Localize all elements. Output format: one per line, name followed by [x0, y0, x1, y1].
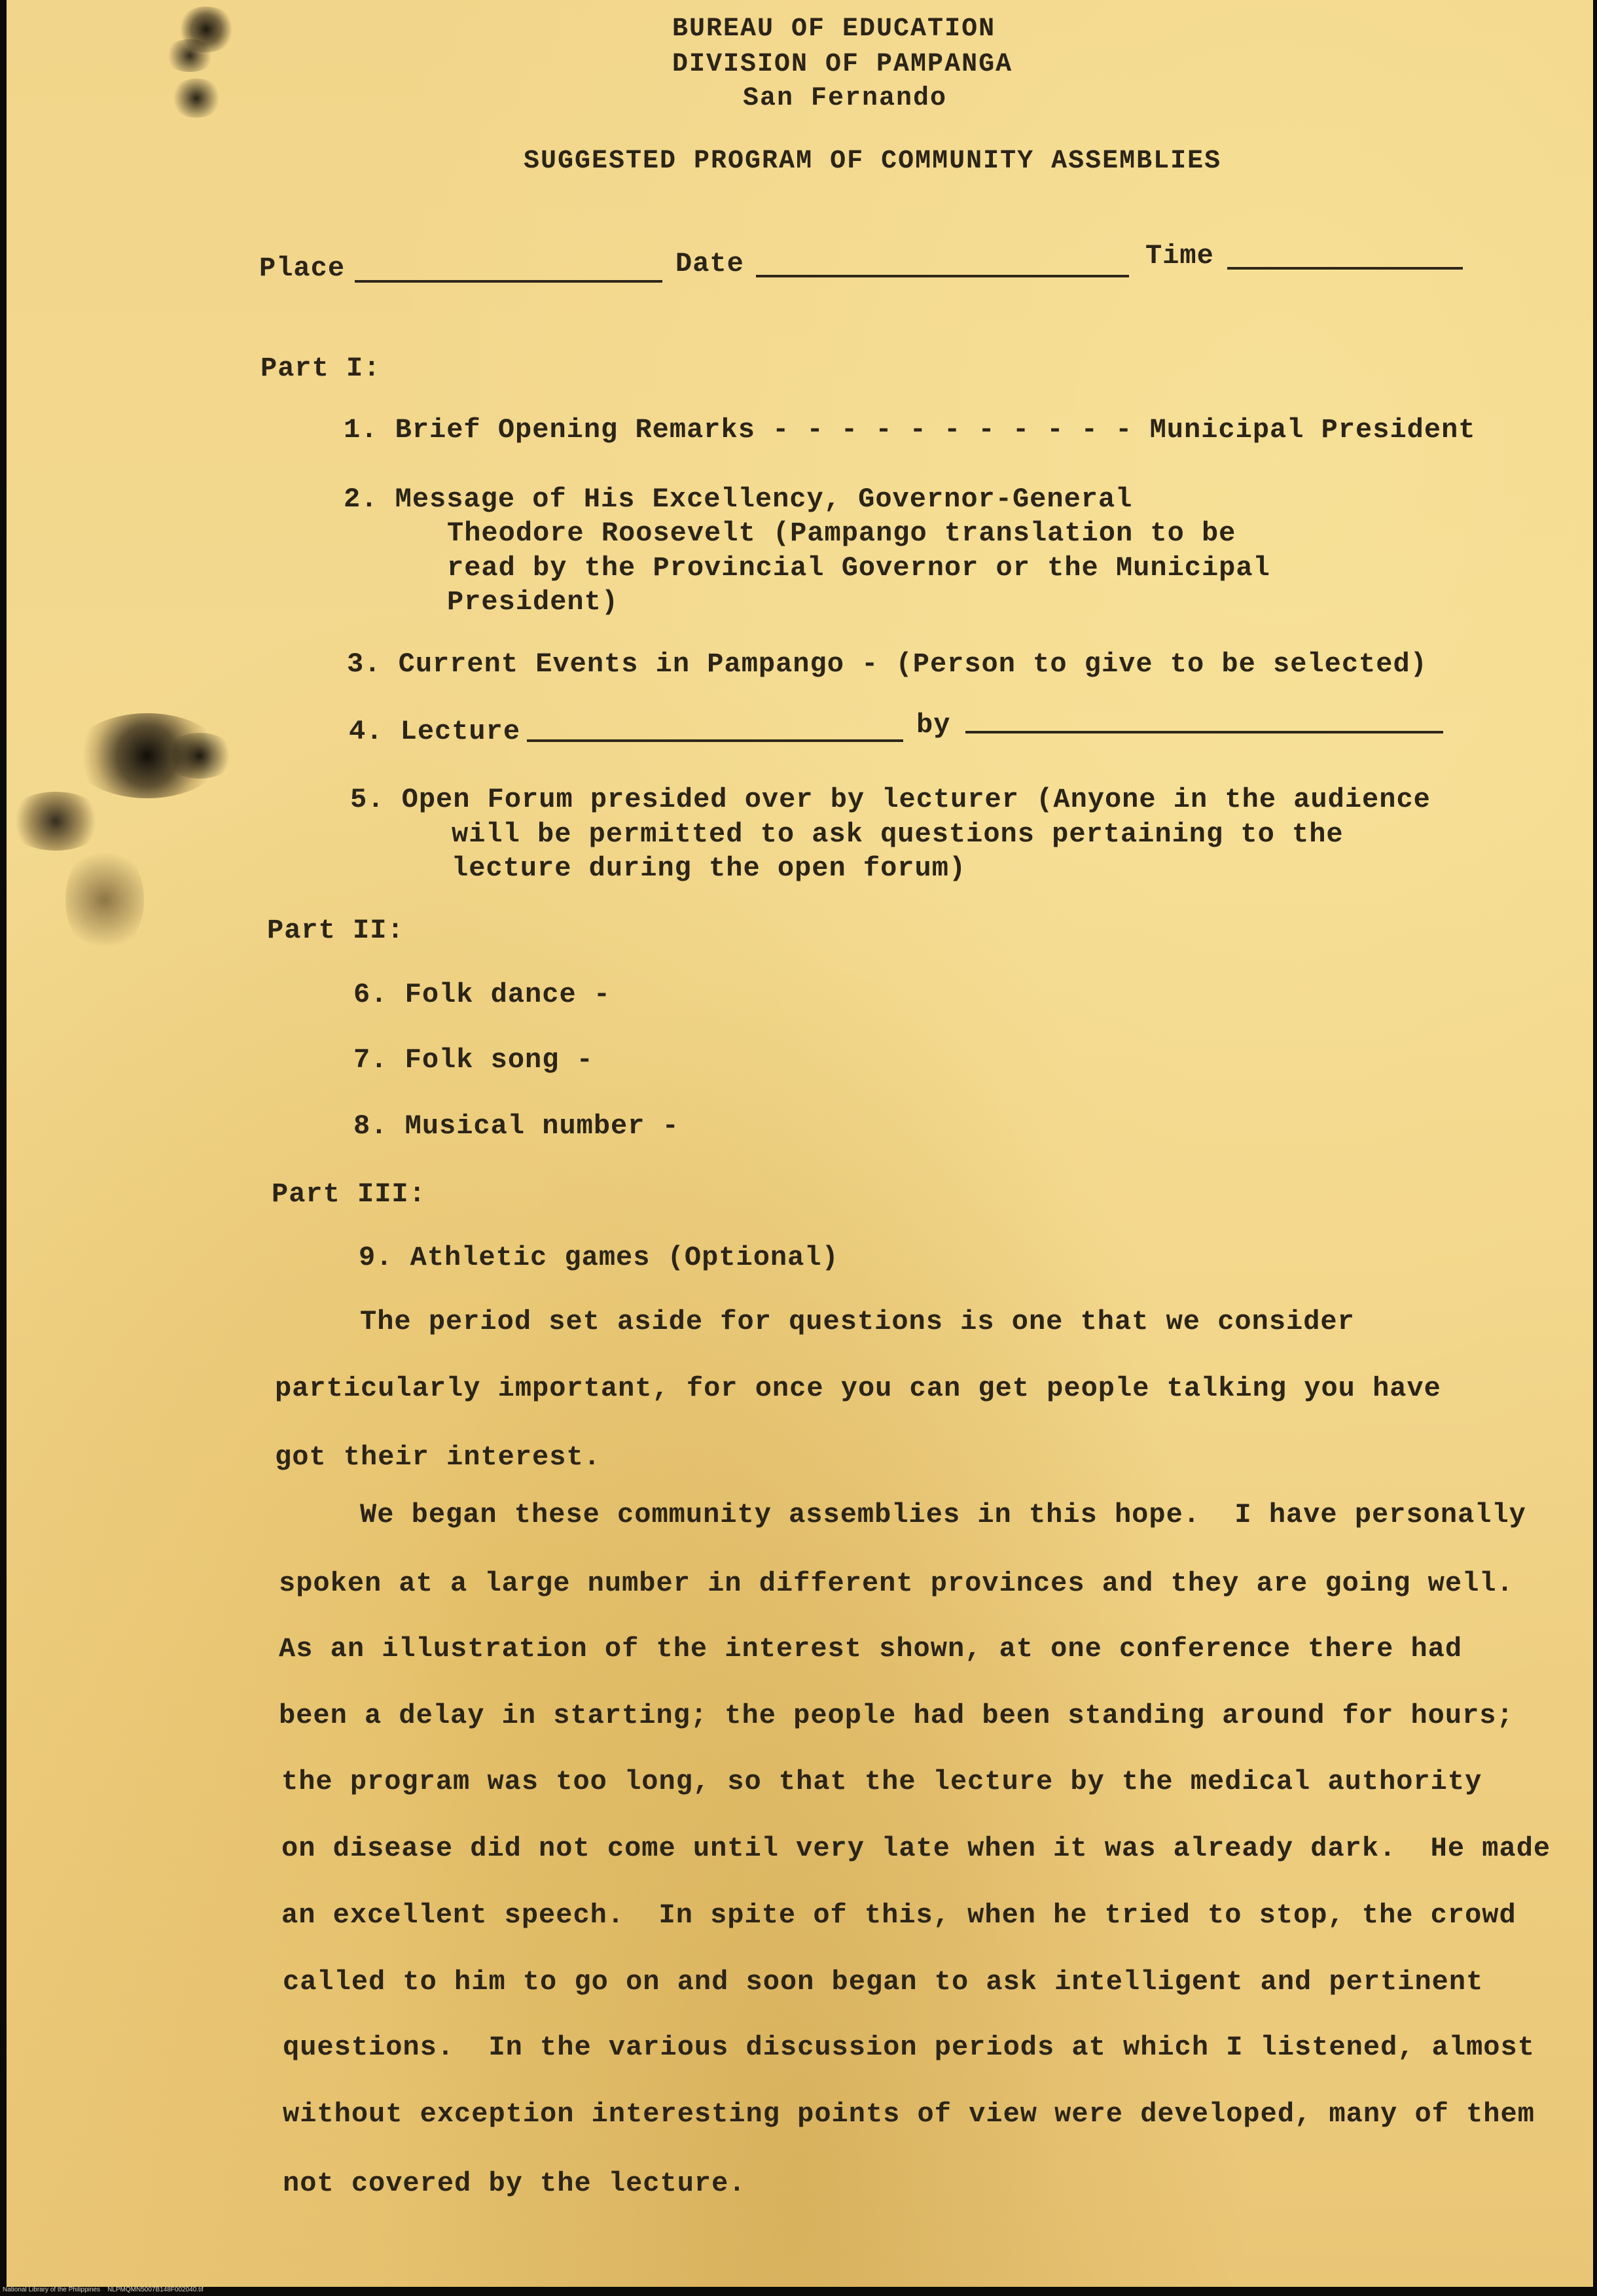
paragraph2-line9: questions. In the various discussion periods at which I listened, almost [283, 2032, 1535, 2063]
scan-edge-right [1593, 0, 1597, 2296]
part1-item5-line1: 5. Open Forum presided over by lecturer (Anyone in the audience [350, 784, 1431, 815]
part1-item5-line2: will be permitted to ask questions pertaining to the [452, 819, 1344, 850]
part1-item2-line1: 2. Message of His Excellency, Governor-General [344, 484, 1133, 515]
paragraph2-line3: As an illustration of the interest shown, at one conference there had [279, 1633, 1463, 1665]
date-label: Date [675, 248, 744, 279]
part1-item3: 3. Current Events in Pampango - (Person to give to be selected) [347, 648, 1427, 680]
part1-item5-line3: lecture during the open forum) [452, 853, 967, 884]
scan-edge-bottom [0, 2287, 1597, 2296]
ink-stain [164, 39, 216, 72]
paragraph2-line8: called to him to go on and soon began to ask intelligent and pertinent [283, 1966, 1484, 1998]
part3-heading: Part III: [272, 1178, 426, 1210]
header-division: DIVISION OF PAMPANGA [672, 50, 1013, 79]
part1-item2-line4: President) [447, 586, 619, 618]
ink-stain [164, 733, 236, 779]
header-bureau: BUREAU OF EDUCATION [672, 14, 996, 44]
paragraph2-line5: the program was too long, so that the lecture by the medical authority [281, 1766, 1482, 1797]
part2-item8: 8. Musical number - [353, 1110, 679, 1142]
time-blank [1227, 267, 1463, 270]
part1-item4-label: 4. Lecture [349, 716, 521, 747]
ink-stain [170, 79, 223, 118]
paragraph2-line10: without exception interesting points of view were developed, many of them [283, 2098, 1535, 2130]
paragraph2-line11: not covered by the lecture. [283, 2168, 746, 2199]
part2-item7: 7. Folk song - [353, 1044, 594, 1076]
paragraph2-line1: We began these community assemblies in this hope. I have personally [360, 1499, 1526, 1530]
paragraph2-line4: been a delay in starting; the people had been standing around for hours; [279, 1700, 1514, 1731]
paragraph1-line1: The period set aside for questions is one that we consider [360, 1306, 1355, 1337]
lecture-blank [527, 739, 903, 742]
time-label: Time [1145, 240, 1214, 272]
lecturer-blank [965, 731, 1443, 733]
part3-item9: 9. Athletic games (Optional) [359, 1242, 839, 1273]
part1-item4-by: by [916, 709, 951, 741]
part1-item2-line3: read by the Provincial Governor or the Municipal [447, 552, 1270, 584]
place-blank [355, 280, 662, 283]
paragraph2-line7: an excellent speech. In spite of this, when he tried to stop, the crowd [281, 1899, 1516, 1931]
header-city: San Fernando [743, 84, 948, 113]
archive-footer-label: National Library of the Philippines NLPMQMN5007B148F002040.tif [3, 2286, 204, 2293]
paragraph1-line3: got their interest. [275, 1441, 601, 1473]
document-title: SUGGESTED PROGRAM OF COMMUNITY ASSEMBLIES [524, 147, 1222, 176]
place-label: Place [259, 253, 346, 284]
ink-stain [7, 792, 105, 851]
paragraph2-line6: on disease did not come until very late when it was already dark. He made [281, 1833, 1551, 1864]
ink-stain [65, 844, 144, 955]
date-blank [756, 275, 1129, 277]
part1-item1: 1. Brief Opening Remarks - - - - - - - - - - - Municipal President [344, 414, 1476, 446]
part2-item6: 6. Folk dance - [353, 979, 611, 1010]
part1-heading: Part I: [260, 353, 381, 384]
scan-edge-left [0, 0, 7, 2296]
part2-heading: Part II: [267, 915, 404, 946]
part1-item2-line2: Theodore Roosevelt (Pampango translation to be [447, 518, 1236, 549]
paragraph1-line2: particularly important, for once you can get people talking you have [275, 1373, 1441, 1404]
paragraph2-line2: spoken at a large number in different provinces and they are going well. [279, 1568, 1514, 1599]
